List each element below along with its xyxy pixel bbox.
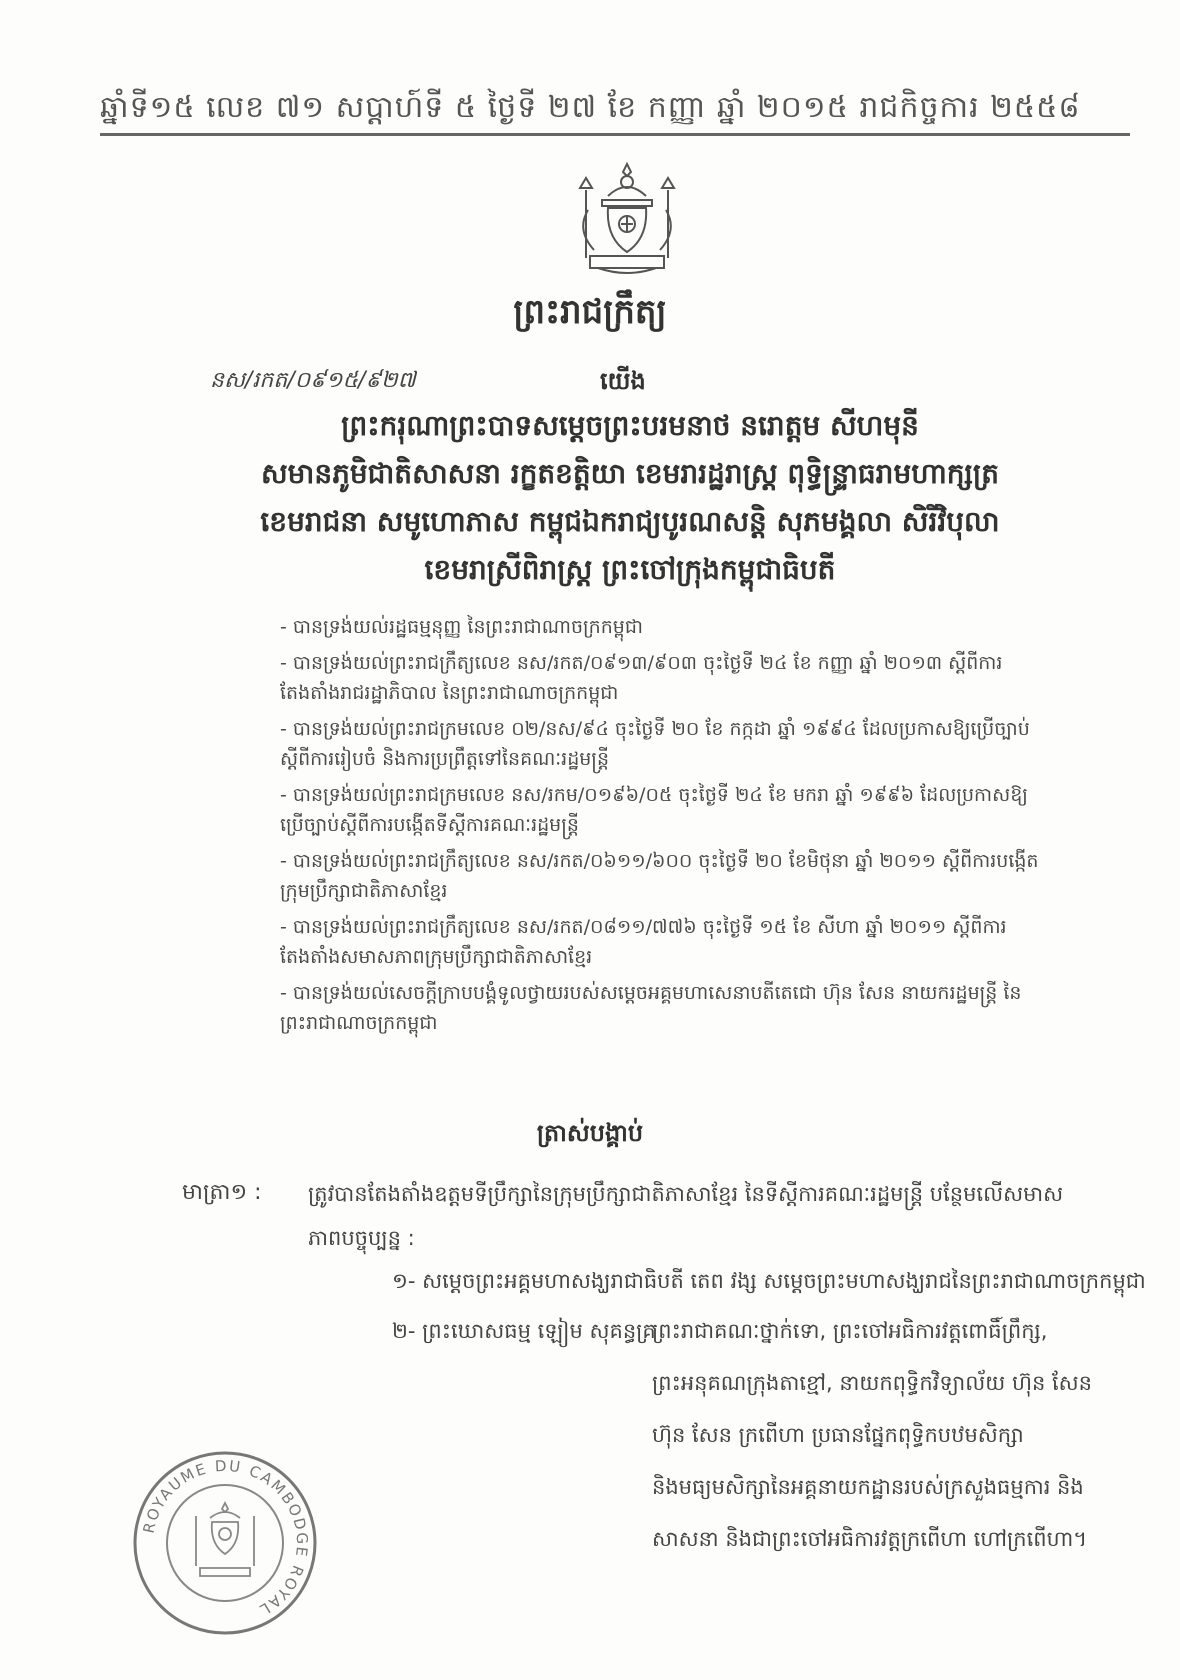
consideration-item: - បានទ្រង់យល់ព្រះរាជក្រឹត្យលេខ នស/រកត/០៩១៣/៩០៣ ចុះថ្ងៃទី ២៤ ខែ កញ្ញា ឆ្នាំ ២០១៣ ស្ដីពីការតែងតាំងរាជរដ្ឋាភិបាល នៃព្រះរាជាណាចក្រកម្ពុជា <box>280 652 1003 704</box>
appointee-2-desc-line: និងមធ្យមសិក្សានៃអគ្គនាយកដ្ឋានរបស់ក្រសួងធម្មការ និង <box>652 1475 1084 1499</box>
header-rule <box>100 133 1130 136</box>
svg-text:ROYAUME DU CAMBODGE ROYAL: ROYAUME DU CAMBODGE ROYAL <box>139 1456 312 1620</box>
appointee-2-name: ២- ព្រះឃោសធម្ម ឡៀម សុគន្ធគ្រ <box>392 1319 656 1343</box>
appointee-2-desc-line: ហ៊ុន សែន ក្រពើហា ប្រធានផ្នែកពុទ្ធិកបឋមសិក្សា <box>652 1423 1024 1447</box>
consideration-item: - បានទ្រង់យល់ព្រះរាជក្រមលេខ ០២/នស/៩៤ ចុះថ្ងៃទី ២០ ខែ កក្កដា ឆ្នាំ ១៩៩៤ ដែលប្រកាសឱ្យប្រើច្បាប់ស្ដីពីការរៀបចំ និងការប្រព្រឹត្តទៅនៃគណៈរដ្ឋមន្ត្រី <box>280 718 1030 770</box>
article-label: មាត្រា១ : <box>182 1180 262 1205</box>
article-text: ត្រូវបានតែងតាំងឧត្ដមទីប្រឹក្សានៃក្រុមប្រឹក្សាជាតិភាសាខ្មែរ នៃទីស្ដីការគណៈរដ្ឋមន្ត្រី បន្ថែមលើសមាសភាពបច្ចុប្បន្ន : <box>308 1182 1064 1250</box>
appointee-1: ១- សម្ដេចព្រះអគ្គមហាសង្ឃរាជាធិបតី តេព វង្ស សម្ដេចព្រះមហាសង្ឃរាជនៃព្រះរាជាណាចក្រកម្ពុជា <box>392 1269 1146 1293</box>
monarch-title-line-1: ព្រះករុណាព្រះបាទសម្ដេចព្រះបរមនាថ នរោត្ដម សីហមុនី <box>341 409 919 442</box>
appointee-2-desc-line: ព្រះរាជាគណៈថ្នាក់ទោ, ព្រះចៅអធិការវត្តពោធិ៍ព្រឹក្ស, <box>652 1319 1048 1343</box>
gazette-header: ឆ្នាំទី១៥ លេខ ៧១ សប្ដាហ៍ទី ៥ ថ្ងៃទី ២៧ ខែ កញ្ញា ឆ្នាំ ២០១៥ រាជកិច្ចការ ២៥៥៨ <box>100 90 1081 125</box>
appointee-2-desc-line: សាសនា និងជាព្រះចៅអធិការវត្តក្រពើហា ហៅក្រពើហា។ <box>652 1527 1088 1551</box>
royal-coat-of-arms-icon <box>568 160 686 280</box>
consideration-item: - បានទ្រង់យល់រដ្ឋធម្មនុញ្ញ នៃព្រះរាជាណាចក្រកម្ពុជា <box>280 616 643 638</box>
consideration-item: - បានទ្រង់យល់ព្រះរាជក្រមលេខ នស/រកម/០១៩៦/០៥ ចុះថ្ងៃទី ២៤ ខែ មករា ឆ្នាំ ១៩៩៦ ដែលប្រកាសឱ្យប្រើច្បាប់ស្ដីពីការបង្កើតទីស្ដីការគណៈរដ្ឋមន្ត្រី <box>280 784 1028 836</box>
royal-pronoun: យើង <box>600 367 646 395</box>
consideration-item: - បានទ្រង់យល់ព្រះរាជក្រឹត្យលេខ នស/រកត/០៦១១/៦០០ ចុះថ្ងៃទី ២០ ខែមិថុនា ឆ្នាំ ២០១១ ស្ដីពីការបង្កើតក្រុមប្រឹក្សាជាតិភាសាខ្មែរ <box>280 850 1039 902</box>
reference-number: នស/រកត/០៩១៥/៩២៧ <box>210 368 416 393</box>
royal-seal-stamp-icon <box>130 1448 320 1638</box>
monarch-title-line-3: ខេមរាជនា សមូហោភាស កម្ពុជឯករាជ្យបូរណសន្ដិ សុភមង្គលា សិរីវិបុលា <box>260 505 1000 538</box>
appointee-2-desc-line: ព្រះអនុគណក្រុងតាខ្មៅ, នាយកពុទ្ធិកវិទ្យាល័យ ហ៊ុន សែន <box>652 1371 1092 1395</box>
monarch-title-line-2: សមានភូមិជាតិសាសនា រក្ខតខត្តិយា ខេមរារដ្ឋរាស្ត្រ ពុទ្ធិន្ទ្រាធរាមហាក្សត្រ <box>261 457 999 490</box>
considerations-list <box>280 612 1040 1044</box>
consideration-item: - បានទ្រង់យល់សេចក្ដីក្រាបបង្គំទូលថ្វាយរបស់សម្ដេចអគ្គមហាសេនាបតីតេជោ ហ៊ុន សែន នាយករដ្ឋមន្ត្រី នៃព្រះរាជាណាចក្រកម្ពុជា <box>280 982 1022 1034</box>
consideration-item: - បានទ្រង់យល់ព្រះរាជក្រឹត្យលេខ នស/រកត/០៨១១/៧៧៦ ចុះថ្ងៃទី ១៥ ខែ សីហា ឆ្នាំ ២០១១ ស្ដីពីការតែងតាំងសមាសភាពក្រុមប្រឹក្សាជាតិភាសាខ្មែរ <box>280 916 1007 968</box>
decree-heading: ត្រាស់បង្គាប់ <box>536 1119 644 1147</box>
document-title: ព្រះរាជក្រឹត្យ <box>513 292 667 332</box>
monarch-title-line-4: ខេមរាស្រីពិរាស្ត្រ ព្រះចៅក្រុងកម្ពុជាធិបតី <box>424 553 836 586</box>
